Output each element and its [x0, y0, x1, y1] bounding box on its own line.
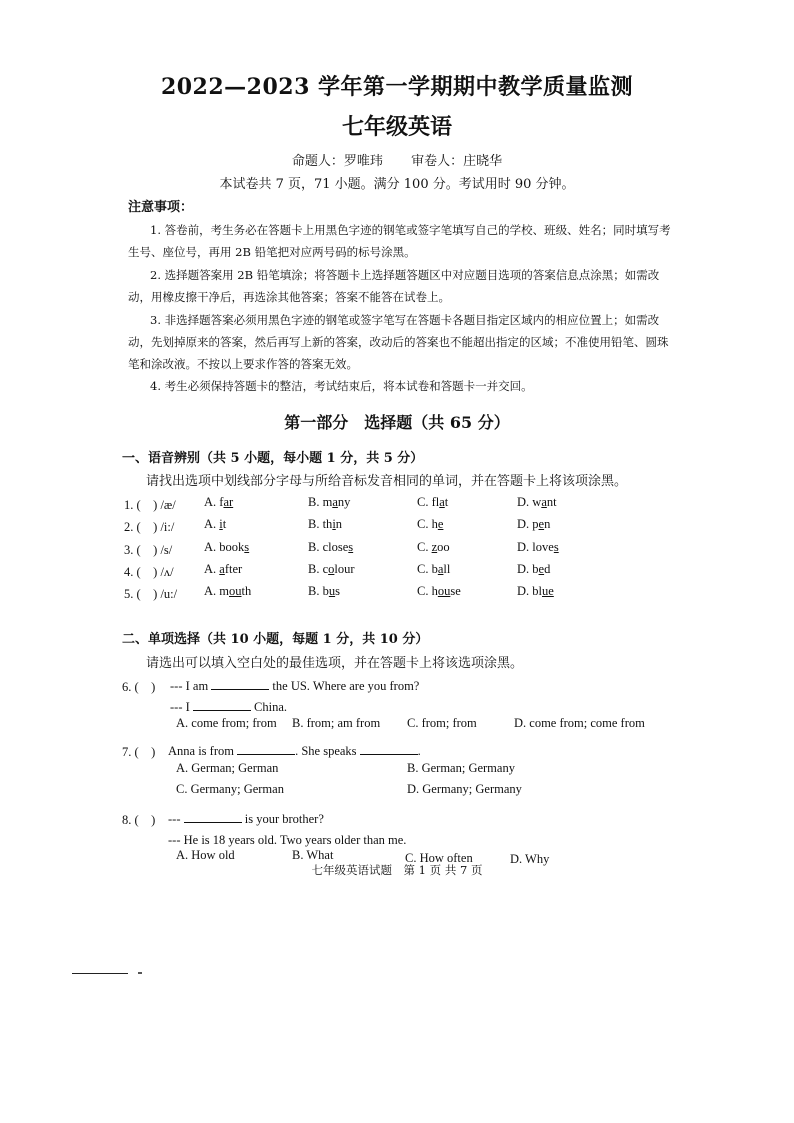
underlined-letters: s: [553, 540, 559, 554]
option-c: [417, 495, 448, 510]
scan-mark: [72, 973, 128, 974]
option-a: A. come from; from: [176, 716, 277, 730]
question-number: 3. ( ) /s/: [124, 543, 173, 557]
question-number: 1. ( ) /æ/: [124, 498, 176, 512]
notice-heading: 注意事项：: [128, 200, 194, 215]
underlined-letters: u: [328, 584, 336, 598]
question-number: 6. ( ): [122, 680, 156, 694]
scan-mark: [138, 972, 142, 974]
question-number: 5. ( ) /u:/: [124, 587, 178, 601]
question-number: 7. ( ): [122, 745, 156, 759]
option-d: [517, 584, 554, 599]
underlined-letters: s: [348, 540, 354, 554]
answer-blank: [211, 677, 269, 690]
question-stem: [170, 698, 287, 715]
option-a: [204, 562, 242, 577]
option-b: [308, 540, 353, 555]
option-c: [417, 517, 443, 532]
underlined-letters: z: [431, 540, 438, 554]
option-text: C. fl: [417, 495, 440, 509]
section-instruction: 请选出可以填入空白处的最佳选项，并在答题卡上将该选项涂黑。: [146, 656, 524, 671]
option-b: [308, 517, 342, 532]
underlined-letters: ou: [229, 584, 242, 598]
option-c: C. Germany; German: [176, 782, 284, 796]
question-stem: [168, 810, 324, 827]
option-text: D. love: [517, 540, 554, 554]
option-b: B. German; Germany: [407, 761, 515, 775]
option-text: C. h: [417, 517, 438, 531]
question-number: 4. ( ) /ʌ/: [124, 565, 174, 579]
question-stem: [170, 677, 419, 694]
notice-item: 3. 非选择题答案必须用黑色字迹的钢笔或签字笔写在答题卡各题目指定区域内的相应位置上；如需改动，先划掉原来的答案，然后再写上新的答案，改动后的答案也不能超出指定的区域；不准使用铅笔、圆珠笔和涂改液。不按以上要求作答的答案无效。: [128, 313, 669, 371]
answer-blank: [184, 810, 242, 823]
option-text: C. b: [417, 562, 438, 576]
stem-text: is your brother?: [244, 812, 324, 826]
underlined-letters: a: [541, 495, 547, 509]
option-text: D. w: [517, 495, 542, 509]
option-d: D. come from; come from: [514, 716, 645, 730]
option-c: [417, 540, 450, 555]
underlined-letters: e: [538, 517, 545, 531]
notice-item: 2. 选择题答案用 2B 铅笔填涂；将答题卡上选择题答题区中对应题目选项的答案信息点涂黑；如需改动，用橡皮擦干净后，再选涂其他答案；答案不能答在试卷上。: [128, 268, 660, 304]
reviewer: 审卷人：庄晓华: [411, 154, 503, 169]
option-d: D. Germany; Germany: [407, 782, 522, 796]
option-text: t: [444, 495, 449, 509]
option-a: A. How old: [176, 848, 235, 862]
option-d: D. Why: [510, 852, 550, 866]
underlined-letters: i: [332, 517, 336, 531]
option-text: A.: [204, 517, 220, 531]
answer-blank: [237, 742, 295, 755]
option-b: [308, 495, 350, 510]
option-b: [308, 584, 340, 599]
option-text: B. m: [308, 495, 333, 509]
stem-text: China.: [254, 700, 288, 714]
option-a: [204, 517, 226, 532]
option-text: th: [241, 584, 252, 598]
authors-line: [0, 150, 794, 169]
option-b: B. from; am from: [292, 716, 381, 730]
option-text: D. p: [517, 517, 539, 531]
part-title: 第一部分 选择题（共 65 分）: [284, 413, 510, 432]
option-text: se: [450, 584, 461, 598]
option-c: C. How often: [405, 851, 473, 865]
option-text: ny: [337, 495, 351, 509]
option-text: fter: [224, 562, 243, 576]
option-text: B. close: [308, 540, 349, 554]
page-footer: 七年级英语试题 第 1 页 共 7 页: [311, 863, 483, 877]
underlined-letters: a: [219, 562, 225, 576]
underlined-letters: ar: [223, 495, 234, 509]
option-text: d: [544, 562, 551, 576]
section-heading: 二、单项选择（共 10 小题，每题 1 分，共 10 分）: [122, 632, 429, 647]
option-text: t: [222, 517, 227, 531]
option-text: A. book: [204, 540, 245, 554]
option-c: [417, 584, 461, 599]
option-d: [517, 517, 550, 532]
option-d: [517, 540, 559, 555]
option-text: A. m: [204, 584, 229, 598]
question-stem: --- He is 18 years old. Two years older than me.: [168, 833, 407, 847]
option-b: [308, 562, 355, 577]
underlined-letters: s: [244, 540, 250, 554]
notice-item: 4. 考生必须保持答题卡的整洁，考试结束后，将本试卷和答题卡一并交回。: [150, 379, 533, 393]
notice-item: 1. 答卷前，考生务必在答题卡上用黑色字迹的钢笔或签字笔填写自己的学校、班级、姓名；同时填写考生号、座位号，再用 2B 铅笔把对应两号码的标号涂黑。: [128, 223, 671, 259]
option-a: [204, 540, 249, 555]
section-heading: 一、语音辨别（共 5 小题，每小题 1 分，共 5 分）: [122, 451, 424, 466]
option-text: B. th: [308, 517, 333, 531]
option-c: [417, 562, 450, 577]
option-text: s: [335, 584, 340, 598]
underlined-letters: e: [538, 562, 545, 576]
underlined-letters: i: [219, 517, 223, 531]
stem-text: . She speaks: [295, 744, 357, 758]
stem-text: the US. Where are you from?: [272, 679, 420, 693]
option-text: B. b: [308, 584, 329, 598]
exam-info: 本试卷共 7 页，71 小题。满分 100 分。考试用时 90 分钟。: [219, 177, 575, 192]
underlined-letters: ue: [542, 584, 554, 598]
option-text: A.: [204, 562, 220, 576]
exam-subtitle: 七年级英语: [341, 114, 452, 140]
option-a: A. German; German: [176, 761, 279, 775]
stem-text: --- I am: [170, 679, 209, 693]
option-d: [517, 562, 550, 577]
stem-text: ---: [168, 812, 181, 826]
question-stem: [168, 742, 421, 759]
option-a: [204, 584, 251, 599]
stem-text: --- I: [170, 700, 190, 714]
option-text: nt: [546, 495, 557, 509]
option-text: D. b: [517, 562, 539, 576]
stem-text: .: [417, 744, 421, 758]
underlined-letters: a: [439, 495, 445, 509]
option-text: n: [335, 517, 343, 531]
exam-title: 2022—2023 学年第一学期期中教学质量监测: [160, 74, 634, 100]
stem-text: Anna is from: [168, 744, 234, 758]
option-text: C. h: [417, 584, 438, 598]
underlined-letters: ou: [437, 584, 451, 598]
option-text: oo: [437, 540, 450, 554]
option-b: B. What: [292, 848, 334, 862]
question-number: 2. ( ) /i:/: [124, 520, 175, 534]
section-instruction: 请找出选项中划线部分字母与所给音标发音相同的单词，并在答题卡上将该项涂黑。: [146, 474, 628, 489]
option-c: C. from; from: [407, 716, 477, 730]
underlined-letters: a: [437, 562, 444, 576]
underlined-letters: a: [332, 495, 338, 509]
option-text: B. c: [308, 562, 329, 576]
option-text: A. f: [204, 495, 224, 509]
answer-blank: [193, 698, 251, 711]
setter: 命题人：罗唯玮: [291, 154, 383, 169]
answer-blank: [360, 742, 418, 755]
option-text: D. bl: [517, 584, 542, 598]
option-text: n: [544, 517, 551, 531]
option-text: C.: [417, 540, 432, 554]
option-a: [204, 495, 233, 510]
option-text: ll: [443, 562, 451, 576]
question-number: 8. ( ): [122, 813, 156, 827]
underlined-letters: o: [328, 562, 335, 576]
option-text: lour: [334, 562, 355, 576]
option-d: [517, 495, 557, 510]
underlined-letters: e: [437, 517, 444, 531]
